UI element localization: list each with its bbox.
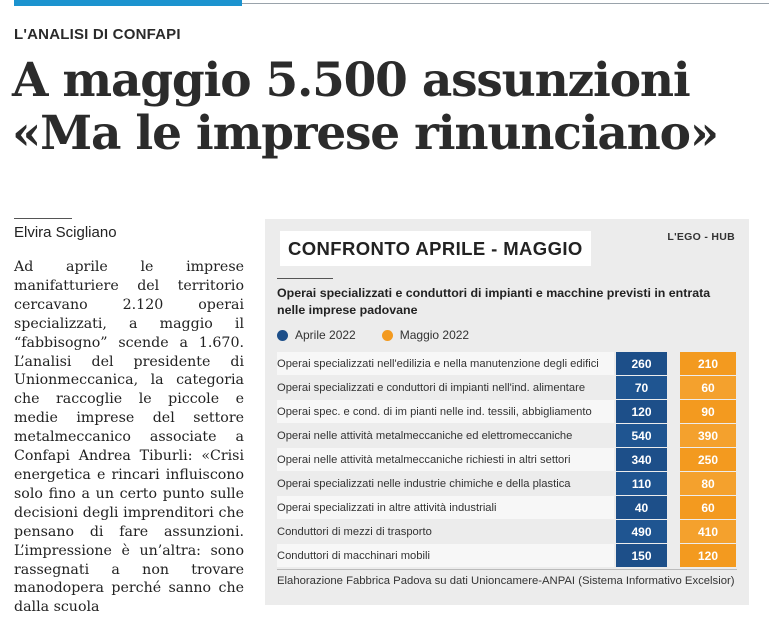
value-aprile: 120 (616, 400, 667, 423)
value-maggio: 120 (680, 544, 736, 567)
table-row (275, 544, 737, 568)
row-label: Operai nelle attività metalmeccaniche ed elettromeccaniche (277, 429, 573, 442)
value-maggio: 390 (680, 424, 736, 447)
table-row (275, 400, 737, 424)
value-aprile: 260 (616, 352, 667, 375)
infographic-title: CONFRONTO APRILE - MAGGIO (280, 231, 591, 266)
row-label: Operai specializzati nell'edilizia e nella manutenzione degli edifici (277, 352, 614, 375)
source-divider (277, 569, 737, 570)
value-aprile: 70 (616, 376, 667, 399)
row-label: Operai nelle attività metalmeccaniche richiesti in altri settori (277, 448, 614, 471)
value-maggio: 60 (680, 376, 736, 399)
data-table (275, 352, 737, 568)
top-rule (242, 3, 769, 4)
legend-label-aprile: Aprile 2022 (295, 328, 356, 342)
article-paragraph: Ad aprile le imprese manifatturiere del territorio cercavano 2.120 operai specializzati, a maggio il “fabbisogno” scende a 1.670. L’analisi del presidente di Unionmeccanica, la categoria che raccoglie le piccole e medie imprese del settore metalmeccanico associate a Confapi Andrea Tiburli: «Crisi energetica e rincari influiscono solo fino a un certo punto sulle decisioni degli imprenditori che pensano di fare assunzioni. L’impressione è un’altra: sono rassegnati a non trovare manodopera perché sanno che dalla scuola (14, 259, 244, 616)
table-row (275, 448, 737, 472)
value-aprile: 540 (616, 424, 667, 447)
headline-line-1: A maggio 5.500 assunzioni (12, 53, 690, 108)
infographic-box (265, 219, 749, 605)
value-maggio: 210 (680, 352, 736, 375)
value-aprile: 40 (616, 496, 667, 519)
value-aprile: 490 (616, 520, 667, 543)
infographic-brand: L'EGO - HUB (667, 231, 735, 243)
article-body (14, 258, 244, 616)
byline: Elvira Scigliano (14, 224, 117, 241)
headline (12, 54, 762, 160)
value-maggio: 80 (680, 472, 736, 495)
legend-dot-aprile (277, 330, 288, 341)
row-label: Operai specializzati e conduttori di impianti nell'ind. alimentare (277, 381, 586, 394)
headline-line-2: «Ma le imprese rinunciano» (12, 106, 718, 161)
row-label: Conduttori di macchinari mobili (277, 544, 614, 567)
kicker: L'ANALISI DI CONFAPI (14, 26, 181, 43)
section-accent-bar (14, 0, 242, 6)
value-aprile: 110 (616, 472, 667, 495)
legend-dot-maggio (382, 330, 393, 341)
table-row (275, 520, 737, 544)
row-label: Operai specializzati in altre attività industriali (277, 496, 614, 519)
infographic-subtitle: Operai specializzati e conduttori di impianti e macchine previsti in entrata nelle imprese padovane (277, 286, 711, 317)
row-label: Operai spec. e cond. di im pianti nelle ind. tessili, abbigliamento (277, 400, 614, 423)
value-aprile: 340 (616, 448, 667, 471)
table-row (275, 376, 737, 400)
value-maggio: 410 (680, 520, 736, 543)
table-row (275, 472, 737, 496)
byline-rule (14, 218, 72, 219)
legend-label-maggio: Maggio 2022 (399, 328, 470, 342)
value-maggio: 60 (680, 496, 736, 519)
table-row (275, 352, 737, 376)
row-label: Operai specializzati nelle industrie chimiche e della plastica (277, 477, 571, 490)
table-row (275, 424, 737, 448)
source-note: Elahorazione Fabbrica Padova su dati Unioncamere-ANPAI (Sistema Informativo Excelsior) (277, 575, 735, 587)
table-row (275, 496, 737, 520)
value-maggio: 250 (680, 448, 736, 471)
row-label: Conduttori di mezzi di trasporto (277, 525, 432, 538)
legend (277, 328, 495, 342)
value-maggio: 90 (680, 400, 736, 423)
infographic-rule (277, 278, 333, 279)
value-aprile: 150 (616, 544, 667, 567)
